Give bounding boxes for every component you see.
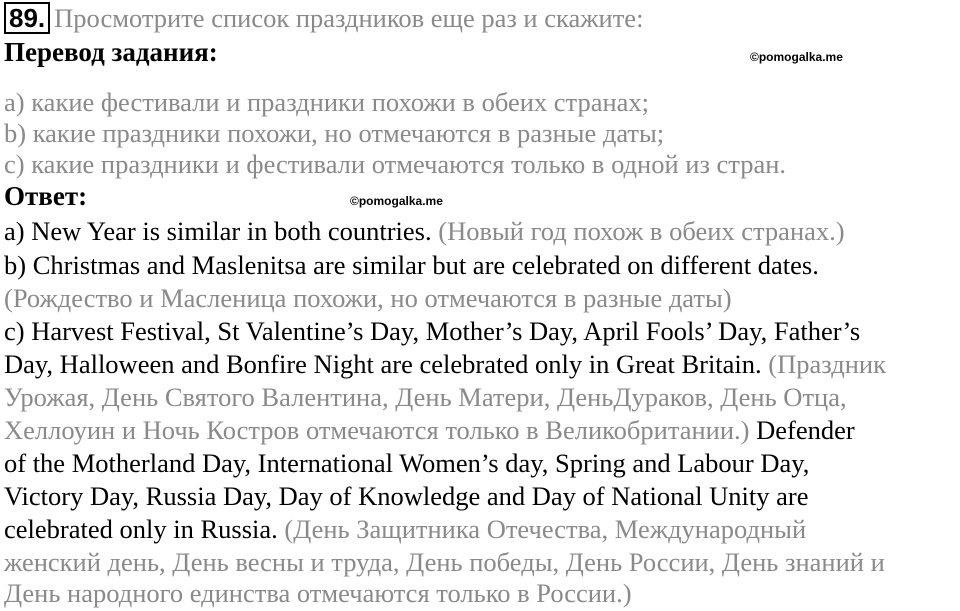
answer-c-ru2-line8: женский день, День весны и труда, День победы, День России, День знаний и bbox=[4, 547, 885, 577]
answer-a-en: a) New Year is similar in both countries. bbox=[4, 216, 432, 246]
task-prompt: Просмотрите список праздников еще раз и скажите: bbox=[54, 3, 644, 33]
answer-c-en-line2: Day, Halloween and Bonfire Night are celebrated only in Great Britain. bbox=[4, 349, 762, 379]
answer-b-ru: (Рождество и Масленица похожи, но отмечаются в разные даты) bbox=[4, 283, 732, 313]
answer-heading: Ответ: bbox=[4, 181, 88, 211]
answer-c-ru-line3: Урожая, День Святого Валентина, День Матери, ДеньДураков, День Отца, bbox=[4, 382, 847, 412]
answer-a-ru: (Новый год похож в обеих странах.) bbox=[438, 216, 845, 246]
answer-c-ru-line2: (Праздник bbox=[768, 349, 886, 379]
answer-c-en2-line5: of the Motherland Day, International Women’s day, Spring and Labour Day, bbox=[4, 448, 810, 478]
answer-c-ru2-line7: (День Защитника Отечества, Международный bbox=[284, 514, 807, 544]
translation-heading: Перевод задания: bbox=[4, 37, 218, 67]
watermark-top: ©pomogalka.me bbox=[750, 50, 843, 64]
answer-c-en-line1: c) Harvest Festival, St Valentine’s Day, Mother’s Day, April Fools’ Day, Father’s bbox=[4, 316, 861, 346]
answer-a bbox=[4, 215, 845, 247]
answer-c-en2-line4: Defender bbox=[756, 415, 855, 445]
task-line bbox=[4, 2, 643, 34]
answer-c-en2-line6: Victory Day, Russia Day, Day of Knowledge and Day of National Unity are bbox=[4, 481, 809, 511]
task-number: 89. bbox=[4, 2, 50, 34]
answer-c-ru2-line9: День народного единства отмечаются только в России.) bbox=[4, 578, 632, 608]
answer-c-line2 bbox=[4, 348, 886, 380]
answer-c-line4 bbox=[4, 414, 855, 446]
watermark-middle: ©pomogalka.me bbox=[350, 194, 443, 208]
answer-b-en: b) Christmas and Maslenitsa are similar but are celebrated on different dates. bbox=[4, 250, 819, 280]
answer-c-line7 bbox=[4, 513, 806, 545]
translation-item-c: с) какие праздники и фестивали отмечаются только в одной из стран. bbox=[4, 149, 787, 179]
translation-item-a: а) какие фестивали и праздники похожи в обеих странах; bbox=[4, 87, 650, 117]
translation-item-b: b) какие праздники похожи, но отмечаются в разные даты; bbox=[4, 118, 665, 148]
answer-c-en2-line7: celebrated only in Russia. bbox=[4, 514, 278, 544]
answer-c-ru-line4: Хеллоуин и Ночь Костров отмечаются только в Великобритании.) bbox=[4, 415, 750, 445]
